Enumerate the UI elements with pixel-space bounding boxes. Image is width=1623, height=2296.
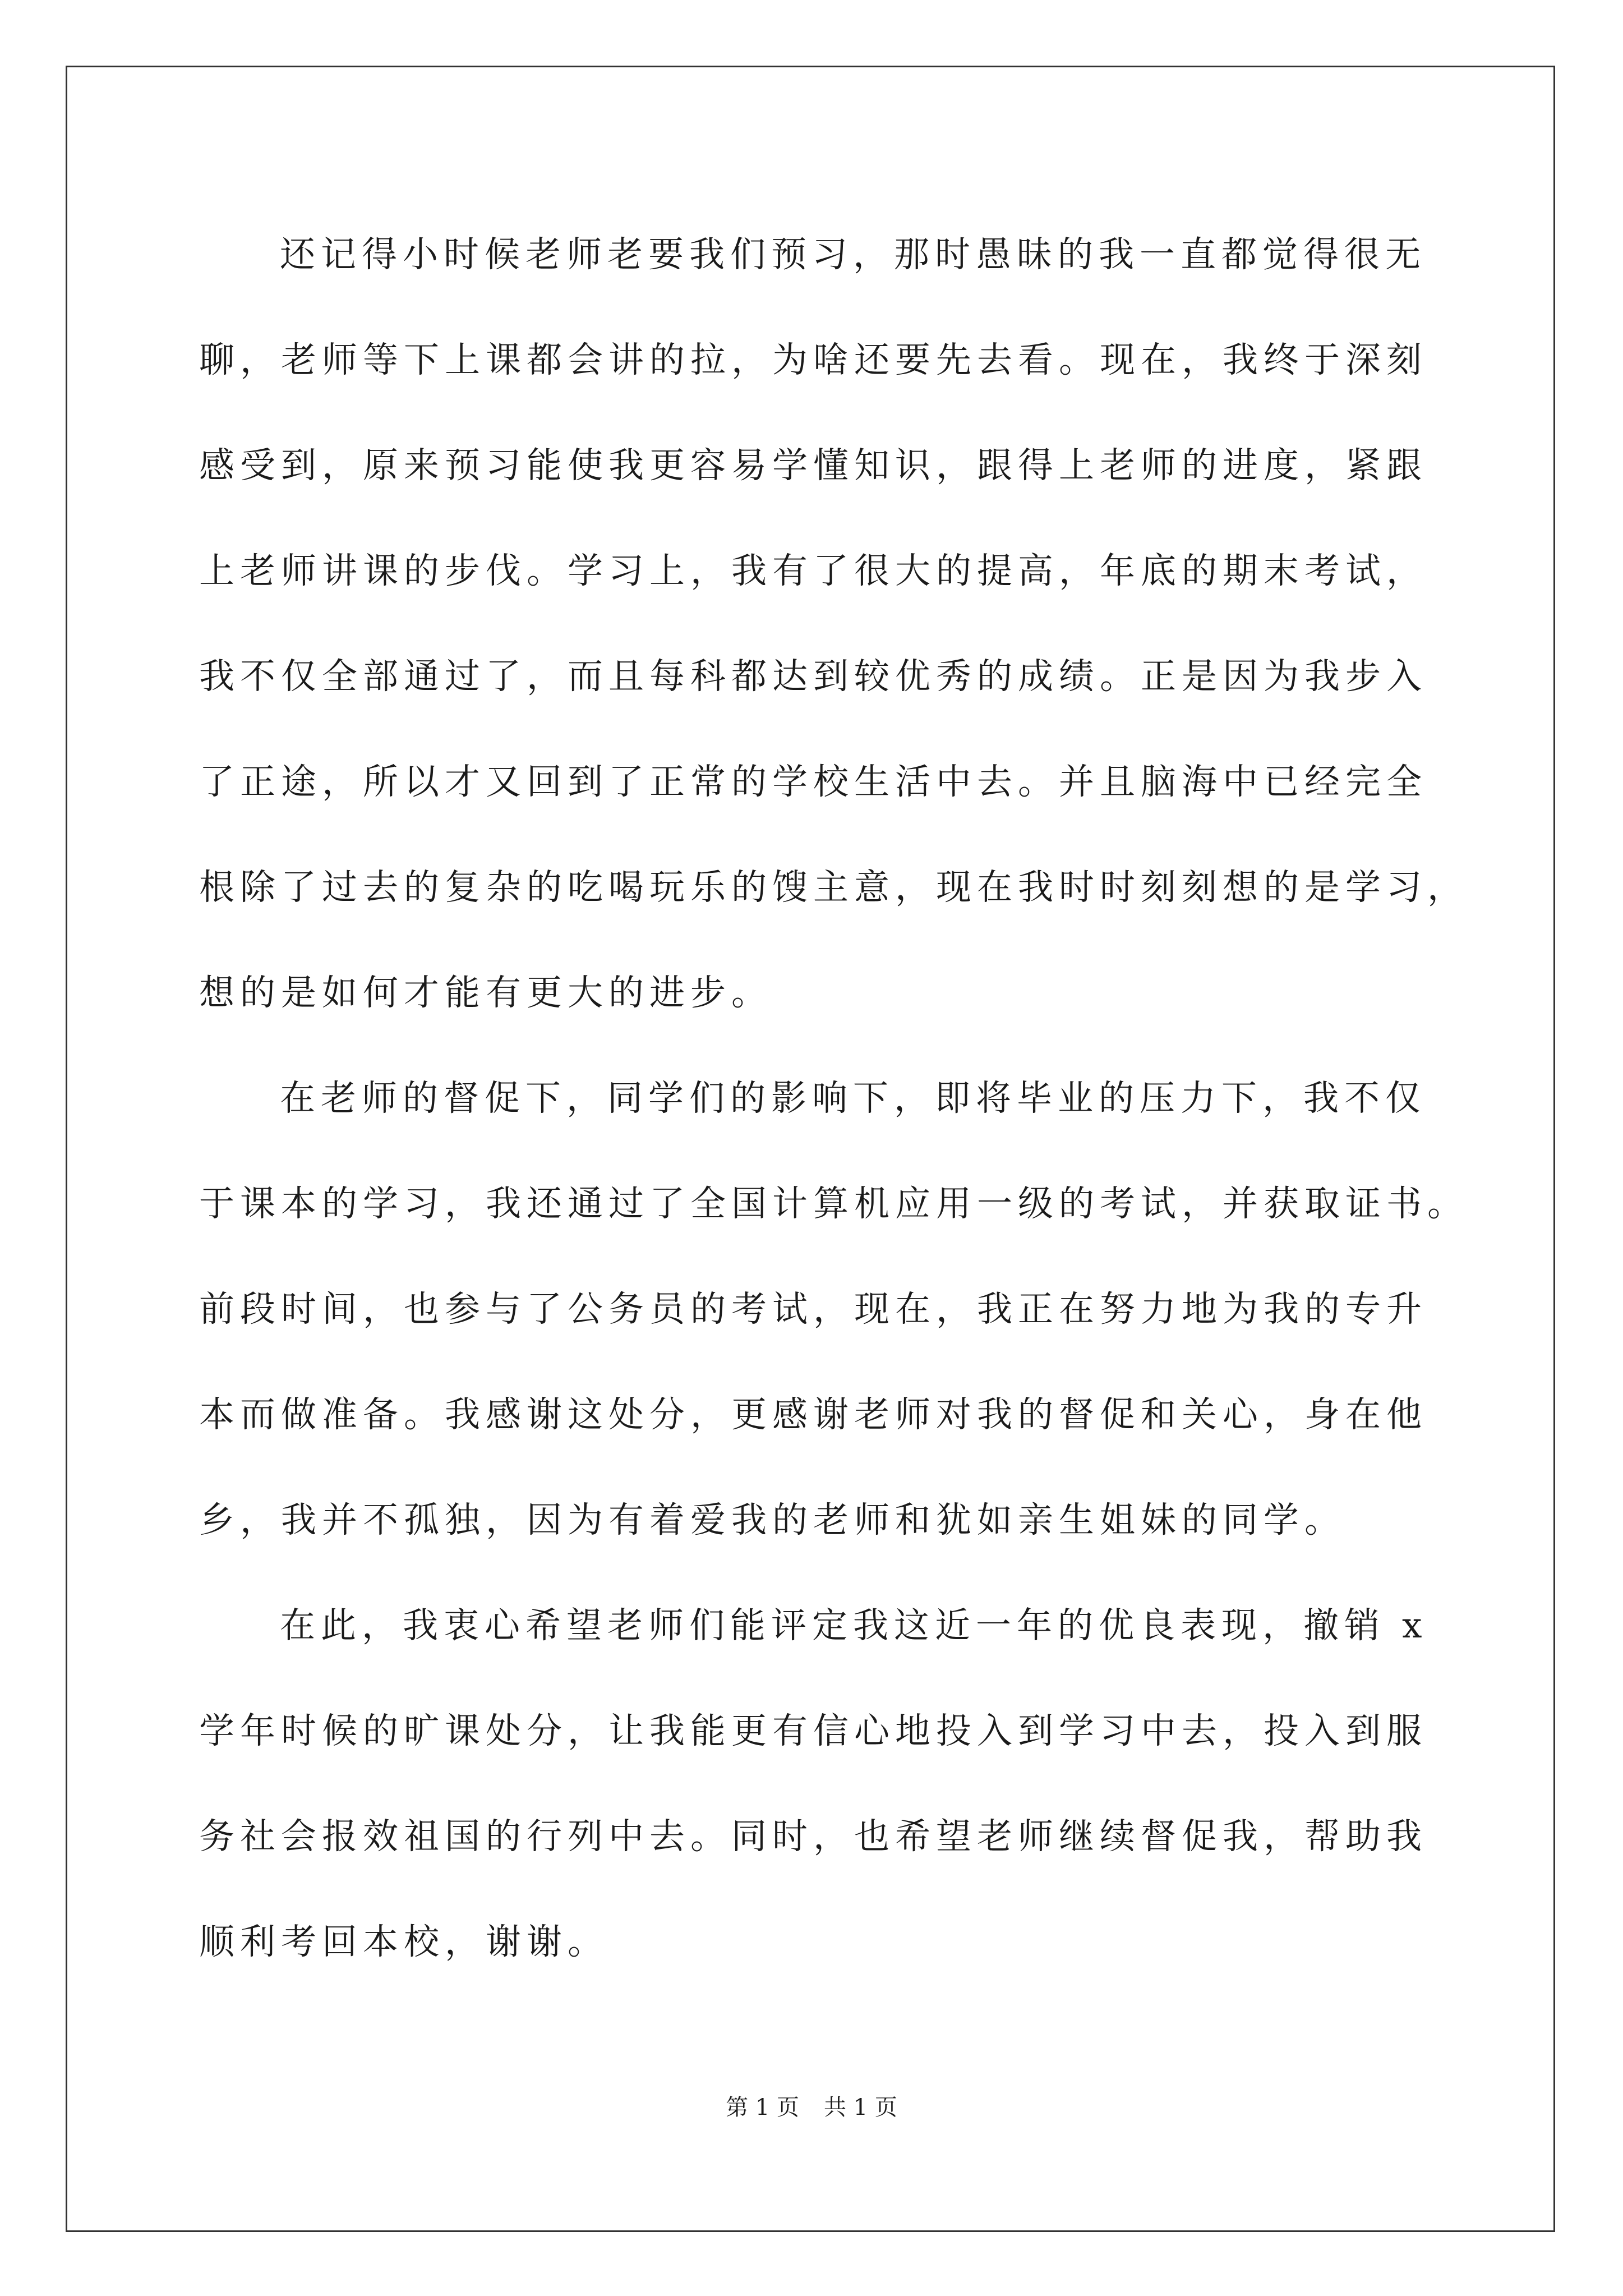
paragraph-1-line-4: 上老师讲课的步伐。学习上，我有了很大的提高，年底的期末考试， [199, 550, 1427, 591]
paragraph-3-line-4: 顺利考回本校，谢谢。 [199, 1921, 608, 1962]
paragraph-2-line-2: 于课本的学习，我还通过了全国计算机应用一级的考试，并获取证书。 [199, 1183, 1468, 1224]
paragraph-1-line-7: 根除了过去的复杂的吃喝玩乐的馊主意，现在我时时刻刻想的是学习， [199, 867, 1468, 908]
page-number-current: 第 1 页 [726, 2095, 799, 2120]
paragraph-1-line-1: 还记得小时候老师老要我们预习，那时愚昧的我一直都觉得很无 [280, 234, 1426, 275]
paragraph-1-line-5: 我不仅全部通过了，而且每科都达到较优秀的成绩。正是因为我步入 [199, 656, 1427, 697]
page-footer [0, 2090, 1623, 2122]
paragraph-2-line-4: 本而做准备。我感谢这处分，更感谢老师对我的督促和关心，身在他 [199, 1394, 1427, 1435]
paragraph-1-line-8: 想的是如何才能有更大的进步。 [199, 972, 772, 1013]
page-number-total: 共 1 页 [824, 2095, 897, 2120]
paragraph-2-line-5: 乡，我并不孤独，因为有着爱我的老师和犹如亲生姐妹的同学。 [199, 1499, 1345, 1540]
paragraph-1-line-2: 聊，老师等下上课都会讲的拉，为啥还要先去看。现在，我终于深刻 [199, 339, 1427, 380]
paragraph-2-line-1: 在老师的督促下，同学们的影响下，即将毕业的压力下，我不仅 [280, 1078, 1426, 1119]
document-body [199, 202, 1468, 1995]
paragraph-1-line-6: 了正途，所以才又回到了正常的学校生活中去。并且脑海中已经完全 [199, 761, 1427, 802]
paragraph-2-line-3: 前段时间，也参与了公务员的考试，现在，我正在努力地为我的专升 [199, 1289, 1427, 1329]
paragraph-3-line-1: 在此，我衷心希望老师们能评定我这近一年的优良表现，撤销 x [280, 1605, 1428, 1646]
paragraph-3-line-2: 学年时候的旷课处分，让我能更有信心地投入到学习中去，投入到服 [199, 1710, 1427, 1751]
paragraph-1-line-3: 感受到，原来预习能使我更容易学懂知识，跟得上老师的进度，紧跟 [199, 445, 1427, 486]
paragraph-3-line-3: 务社会报效祖国的行列中去。同时，也希望老师继续督促我，帮助我 [199, 1816, 1427, 1857]
